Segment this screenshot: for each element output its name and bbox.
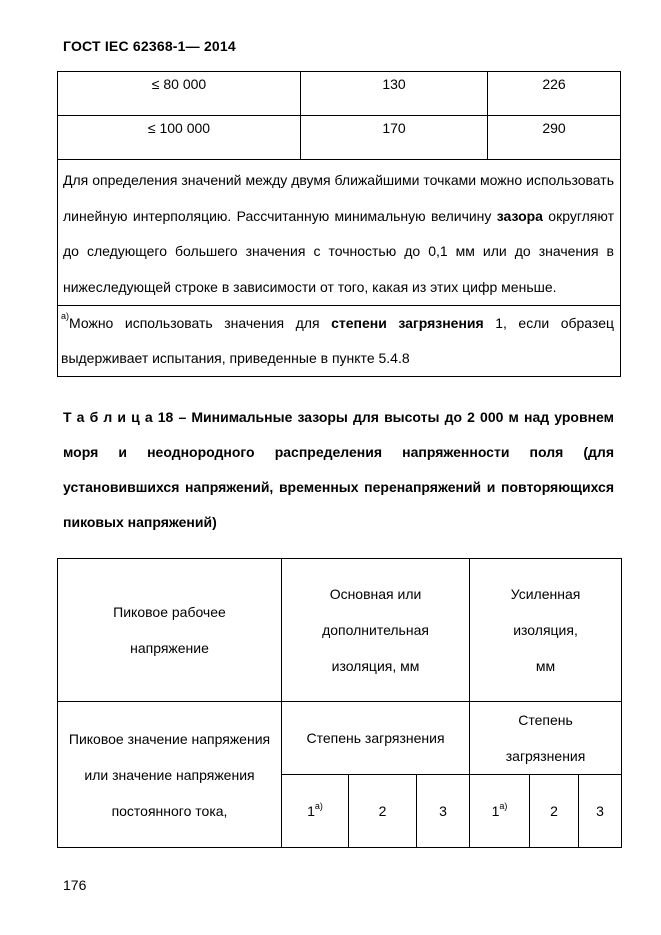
footnote-text: 1, если образец выдерживает испытания, приведенные в пункте 5.4.8 bbox=[61, 315, 614, 366]
pollution-degree-2: 2 bbox=[530, 775, 579, 848]
footnote-mark: a) bbox=[314, 801, 323, 811]
clearance-table-continued bbox=[57, 71, 621, 377]
basic-insulation-header: Основная или дополнительная изоляция, мм bbox=[282, 559, 470, 702]
basic-clearance-cell: 170 bbox=[301, 116, 488, 160]
reinforced-insulation-header: Усиленная изоляция, мм bbox=[470, 559, 622, 702]
pollution-degree-3: 3 bbox=[579, 775, 622, 848]
pollution-degree-2: 2 bbox=[349, 775, 417, 848]
table-row bbox=[58, 72, 621, 116]
pollution-degree-1 bbox=[282, 775, 349, 848]
caption-text: – Минимальные зазоры для высоты до 2 000 м над уровнем моря и неоднородного распределения напряженности поля (для установившихся напряжений, временных перенапряжений и повторяющихся пиковых напряжений) bbox=[63, 409, 614, 530]
footnote-text: Можно использовать значения для bbox=[69, 315, 332, 331]
reinforced-clearance-cell: 226 bbox=[488, 72, 621, 116]
voltage-cell: ≤ 80 000 bbox=[58, 72, 301, 116]
degree-value: 1 bbox=[307, 803, 315, 819]
table-row bbox=[58, 116, 621, 160]
document-header: ГОСТ IEC 62368-1— 2014 bbox=[63, 38, 236, 54]
note-text: Для определения значений между двумя ближайшими точками можно использовать линейную интерполяцию. Рассчитанную минимальную величину bbox=[63, 172, 614, 224]
page-number: 176 bbox=[63, 877, 87, 893]
footnote-mark: a) bbox=[61, 311, 70, 321]
note-term: зазора bbox=[496, 207, 543, 224]
peak-value-header: Пиковое значение напряжения или значение напряжения постоянного тока, bbox=[58, 702, 282, 848]
pollution-degree-reinforced-header: Степень загрязнения bbox=[470, 702, 622, 775]
note-text: округляют до следующего большего значения с точностью до 0,1 мм или до значения в нижеследующей строке в зависимости от того, какая из этих цифр меньше. bbox=[63, 207, 614, 295]
table-18 bbox=[57, 558, 622, 848]
degree-value: 1 bbox=[491, 803, 500, 819]
pollution-degree-3: 3 bbox=[417, 775, 470, 848]
pollution-degree-basic-header: Степень загрязнения bbox=[282, 702, 470, 775]
table-caption bbox=[63, 400, 614, 540]
voltage-cell: ≤ 100 000 bbox=[58, 116, 301, 160]
footnote-mark: a) bbox=[499, 801, 508, 811]
interpolation-note bbox=[58, 160, 621, 306]
footnote-term: степени загрязнения bbox=[331, 315, 484, 331]
peak-working-voltage-header: Пиковое рабочее напряжение bbox=[58, 559, 282, 702]
basic-clearance-cell: 130 bbox=[301, 72, 488, 116]
footnote bbox=[58, 306, 621, 377]
reinforced-clearance-cell: 290 bbox=[488, 116, 621, 160]
pollution-degree-1 bbox=[470, 775, 530, 848]
caption-label: Т а б л и ц а 18 bbox=[63, 409, 174, 425]
